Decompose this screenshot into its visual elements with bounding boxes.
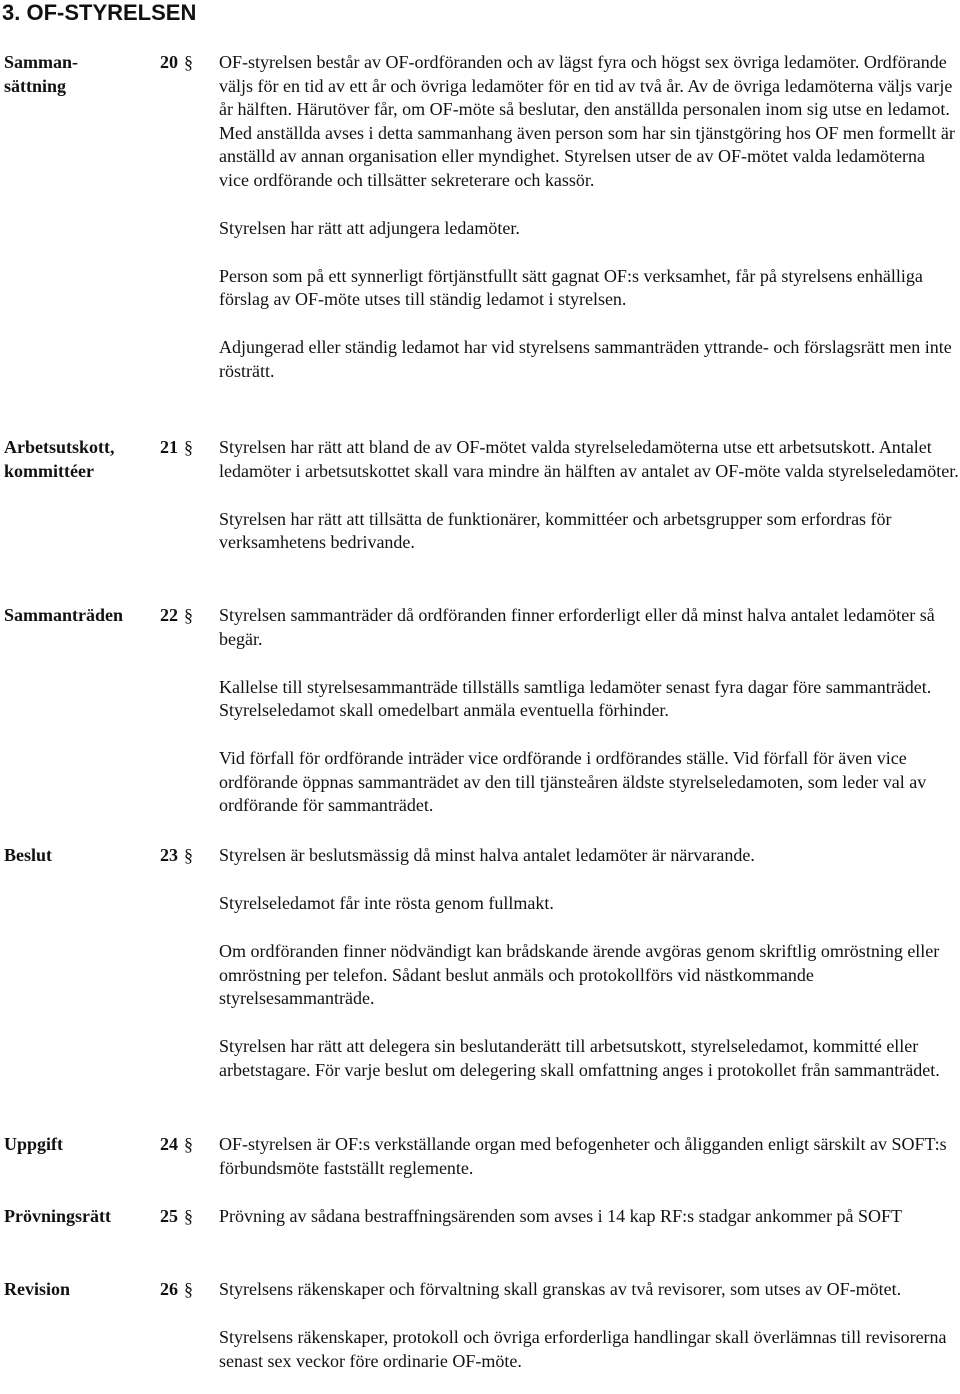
section-sign: § bbox=[184, 1206, 193, 1226]
section-label: Samman- sättning bbox=[4, 52, 79, 96]
section-label: Revision bbox=[4, 1279, 71, 1299]
section-sign: § bbox=[184, 845, 193, 865]
section-label: Sammanträden bbox=[4, 605, 124, 625]
section-sign: § bbox=[184, 1134, 193, 1154]
paragraph: Vid förfall för ordförande inträder vice ordförande i ordförandes ställe. Vid förfall för även vice ordförande öppnas sammanträdet av den till tjänsteåren äldste styrelseledamoten, som leder val av ordförande för sammanträdet. bbox=[219, 748, 927, 815]
paragraph: Styrelsen har rätt att adjungera ledamöter. bbox=[219, 217, 520, 238]
section-number: 24 bbox=[160, 1134, 178, 1154]
paragraph: Styrelsen sammanträder då ordföranden finner erforderligt eller då minst halva antalet ledamöter så begär. bbox=[219, 605, 935, 649]
section-sign: § bbox=[184, 605, 193, 625]
section-sign: § bbox=[184, 1279, 193, 1299]
chapter-heading: 3. OF-STYRELSEN bbox=[2, 0, 197, 25]
paragraph: Kallelse till styrelsesammanträde tillställs samtliga ledamöter senast fyra dagar före sammanträdet. Styrelseledamot skall omedelbart anmäla eventuella förhinder. bbox=[219, 676, 932, 720]
section-body bbox=[219, 51, 959, 383]
section-number: 25 bbox=[160, 1206, 178, 1226]
paragraph: Om ordföranden finner nödvändigt kan brådskande ärende avgöras genom skriftlig omröstning eller omröstning per telefon. Sådant beslut anmäls och protokollförs vid nästkommande styrelsesammanträde. bbox=[219, 941, 940, 1008]
section-number: 26 bbox=[160, 1279, 178, 1299]
paragraph: Styrelseledamot får inte rösta genom fullmakt. bbox=[219, 893, 554, 913]
section-label: Beslut bbox=[4, 845, 53, 865]
section-number: 20 bbox=[160, 52, 178, 72]
section-label: Prövningsrätt bbox=[4, 1206, 111, 1226]
section-sign: § bbox=[184, 437, 193, 457]
section-body bbox=[219, 436, 959, 555]
section-body bbox=[219, 604, 959, 818]
paragraph: Styrelsen är beslutsmässig då minst halva antalet ledamöter är närvarande. bbox=[219, 845, 755, 865]
section-sign: § bbox=[184, 52, 193, 72]
paragraph: Adjungerad eller ständig ledamot har vid styrelsens sammanträden yttrande- och förslagsrätt men inte rösträtt. bbox=[219, 337, 952, 381]
paragraph: Styrelsen har rätt att tillsätta de funktionärer, kommittéer och arbetsgrupper som erfordras för verksamhetens bedrivande. bbox=[219, 508, 892, 552]
paragraph: Styrelsens räkenskaper, protokoll och övriga erforderliga handlingar skall överlämnas till revisorerna senast sex veckor före ordinarie OF-möte. bbox=[219, 1327, 947, 1371]
section-label: Uppgift bbox=[4, 1134, 64, 1154]
section-number: 23 bbox=[160, 845, 178, 865]
section-body bbox=[219, 1133, 959, 1180]
section-number: 21 bbox=[160, 437, 178, 457]
paragraph: OF-styrelsen är OF:s verkställande organ med befogenheter och åligganden enligt särskilt av SOFT:s förbundsmöte fastställt reglemente. bbox=[219, 1134, 947, 1178]
paragraph: Person som på ett synnerligt förtjänstfullt sätt gagnat OF:s verksamhet, får på styrelsens enhälliga förslag av OF-möte utses till ständig ledamot i styrelsen. bbox=[219, 265, 923, 309]
paragraph: Styrelsen har rätt att bland de av OF-mötet valda styrelseledamöterna utse ett arbetsutskott. Antalet ledamöter i arbetsutskottet skall vara mindre än hälften av antalet av OF-möte valda styrelseledamöter. bbox=[219, 437, 959, 481]
section-label: Arbetsutskott, kommittéer bbox=[4, 437, 115, 481]
section-number: 22 bbox=[160, 605, 178, 625]
paragraph: Styrelsens räkenskaper och förvaltning skall granskas av två revisorer, som utses av OF-mötet. bbox=[219, 1279, 902, 1299]
paragraph: Styrelsen har rätt att delegera sin beslutanderätt till arbetsutskott, styrelseledamot, kommitté eller arbetstagare. För varje beslut om delegering skall omfattning anges i protokollet från sammanträdet. bbox=[219, 1036, 940, 1080]
section-body bbox=[219, 1205, 959, 1229]
paragraph: OF-styrelsen består av OF-ordföranden och av lägst fyra och högst sex övriga ledamöter. Ordförande väljs för en tid av ett år och övriga ledamöter för en tid av två år. Av de övriga ledamöterna väljs varje år hälften. Härutöver får, om OF-möte så beslutar, den anställda personalen inom sig utse en ledamot. Med anställda avses i detta sammanhang även person som har sin tjänstgöring hos OF men formellt är anställd av annan organisation eller myndighet. Styrelsen utser de av OF-mötet valda ledamöterna vice ordförande och tillsätter sekreterare och kassör. bbox=[219, 52, 955, 190]
section-body bbox=[219, 844, 959, 1082]
section-body bbox=[219, 1278, 959, 1373]
paragraph: Prövning av sådana bestraffningsärenden som avses i 14 kap RF:s stadgar ankommer på SOFT bbox=[219, 1206, 903, 1226]
